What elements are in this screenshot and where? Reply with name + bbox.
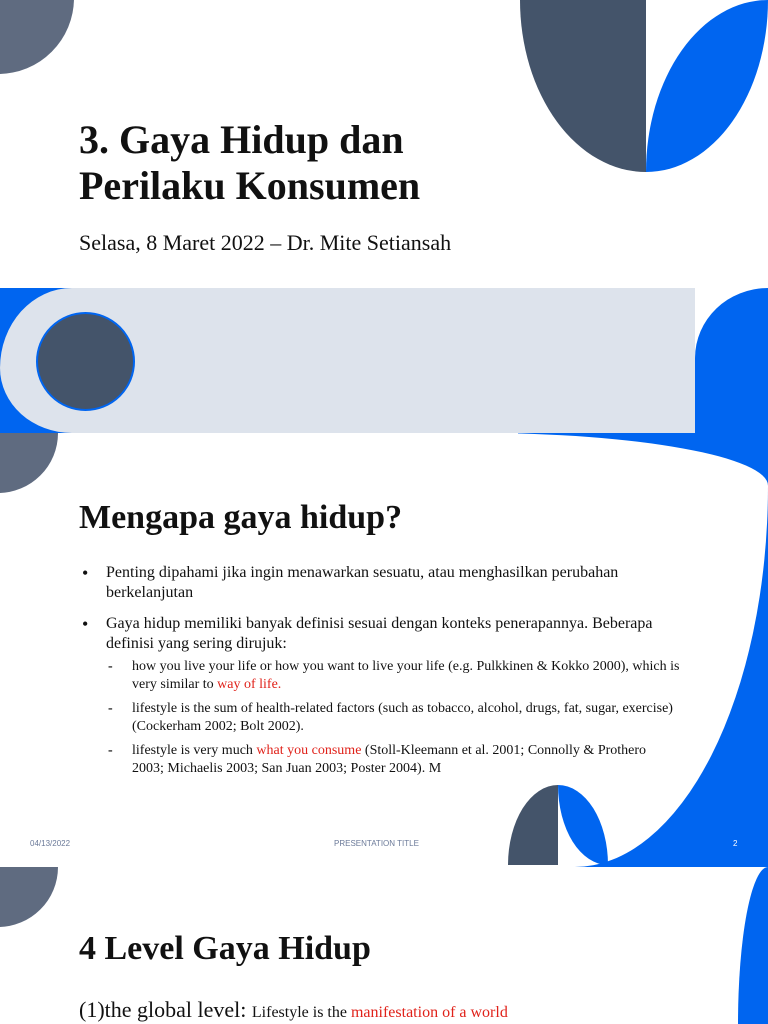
sub-bullet-text: (Stoll-Kleemann et al. 2001; Connolly & Prothero 2003; Michaelis 2003; San Juan 2003; Poster 2004). M [132, 743, 647, 776]
highlight-text: what you consume [256, 743, 362, 758]
footer-date: 04/13/2022 [30, 839, 71, 848]
bullet-text: Gaya hidup memiliki banyak definisi sesuai dengan konteks penerapannya. Beberapa definisi yang sering dirujuk: [106, 615, 653, 652]
slide-subtitle: Selasa, 8 Maret 2022 – Dr. Mite Setiansah [79, 230, 452, 255]
decor-quarter-circle-top-left [0, 867, 58, 927]
bullet-text: Penting dipahami jika ingin menawarkan sesuatu, atau menghasilkan perubahan berkelanjutan [106, 564, 619, 601]
highlight-text: manifestation of a world [350, 1004, 508, 1021]
decor-leaf-blue [646, 0, 768, 172]
decor-blue-edge [738, 867, 768, 1024]
sub-bullet-text: lifestyle is the sum of health-related factors (such as tobacco, alcohol, drugs, fat, sugar, exercise) (Cockerham 2002; Bolt 2002). [132, 701, 673, 734]
level-label: (1)the global level: [79, 997, 252, 1022]
decor-navy-circle [36, 312, 135, 411]
sub-bullet-item [106, 658, 680, 694]
sub-bullet-list [106, 658, 680, 778]
sub-bullet-item [106, 700, 680, 736]
bullet-list [80, 563, 680, 789]
sub-bullet-text: how you live your life or how you want to live your life (e.g. Pulkkinen & Kokko 2000), which is very similar to [132, 659, 680, 692]
bullet-item [80, 563, 680, 603]
slide-why-lifestyle [0, 433, 768, 867]
level-text: Lifestyle is the [251, 1004, 351, 1021]
bullet-item [80, 614, 680, 778]
slide-heading: 4 Level Gaya Hidup [79, 930, 371, 967]
footer-title: PRESENTATION TITLE [334, 839, 419, 848]
sub-bullet-item [106, 742, 680, 778]
highlight-text: way of life. [217, 677, 282, 692]
slide-heading: Mengapa gaya hidup? [79, 499, 403, 536]
decor-quarter-circle-top-left [0, 0, 74, 74]
slide-title-heading: 3. Gaya Hidup dan Perilaku Konsumen [79, 117, 421, 208]
level-item [79, 997, 508, 1023]
slide-four-levels [0, 867, 768, 1024]
sub-bullet-text: lifestyle is very much [132, 743, 257, 758]
slide-decorative-band [0, 288, 768, 433]
footer-page-number: 2 [733, 839, 738, 848]
slide-title [0, 0, 768, 288]
